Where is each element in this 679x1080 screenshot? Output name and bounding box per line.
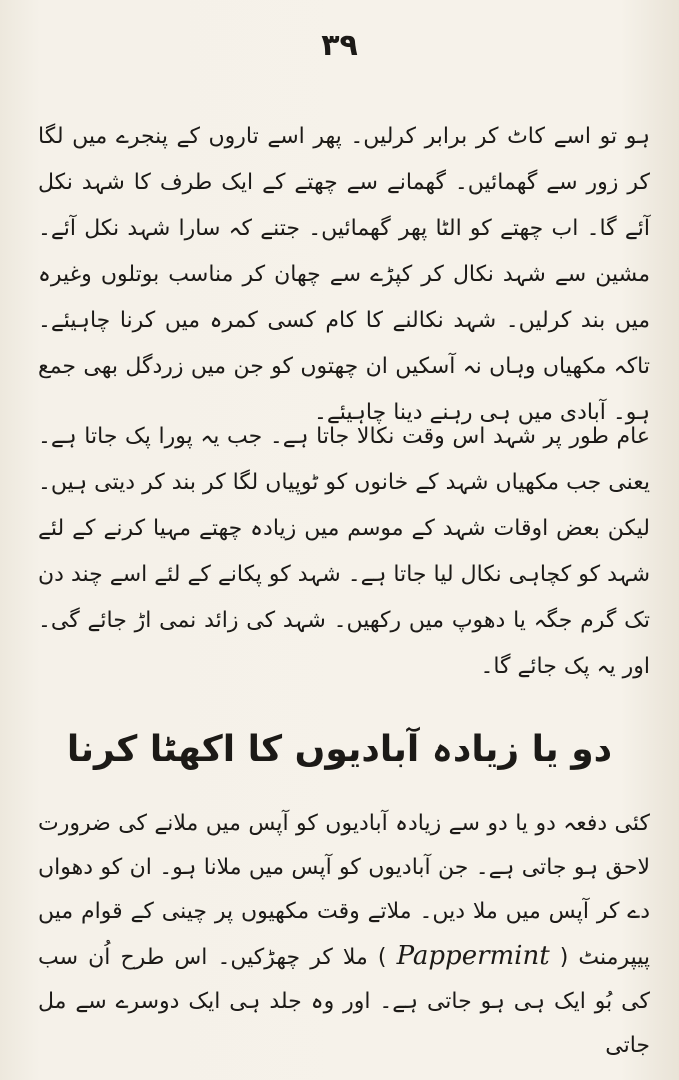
paragraph-text-after: ) ملا کر چھڑکیں۔ اس طرح اُن سب کی بُو ایک ہی ہو جاتی ہے۔ اور وہ جلد ہی ایک دوسرے سے مل جاتی	[38, 945, 650, 1058]
paragraph-combining-colonies	[38, 802, 650, 1068]
paragraph-honey-extraction: ہو تو اسے کاٹ کر برابر کرلیں۔ پھر اسے تاروں کے پنجرے میں لگا کر زور سے گھمائیں۔ گھمانے سے چھتے کے ایک طرف کا شہد نکل آئے گا۔ اب چھتے کو الٹا پھر گھمائیں۔ جتنے کہ سارا شہد نکل آئے۔ مشین سے شہد نکال کر کپڑے سے چھان کر مناسب بوتلوں وغیرہ میں بند کرلیں۔ شہد نکالنے کا کام کسی کمرہ میں کرنا چاہیئے۔ تاکہ مکھیاں وہاں نہ آسکیں ان چھتوں کو جن میں زردگل بھی جمع ہو۔ آبادی میں ہی رہنے دینا چاہیئے۔	[38, 124, 650, 425]
page-number: ۳۹	[321, 28, 358, 63]
latin-term: Pappermint	[396, 941, 550, 971]
paragraph-text-before: کئی دفعہ دو یا دو سے زیادہ آبادیوں کو آپس میں ملانے کی ضرورت لاحق ہو جاتی ہے۔ جن آبادیوں کو آپس میں ملانا ہو۔ ان کو دھواں دے کر آپس میں ملا دیں۔ ملاتے وقت مکھیوں پر چینی کے قوام میں پیپرمنٹ (	[38, 811, 651, 970]
section-heading: دو یا زیادہ آبادیوں کا اکھٹا کرنا	[66, 728, 613, 770]
paragraph-honey-ripening: عام طور پر شہد اس وقت نکالا جاتا ہے۔ جب یہ پورا پک جاتا ہے۔ یعنی جب مکھیاں شہد کے خانوں کو ٹوپیاں لگا کر بند کر دیتی ہیں۔ لیکن بعض اوقات شہد کے موسم میں زیادہ چھتے مہیا کرنے کے لئے شہد کو کچاہی نکال لیا جاتا ہے۔ شہد کو پکانے کے لئے اسے چند دن تک گرم جگہ یا دھوپ میں رکھیں۔ شہد کی زائد نمی اڑ جائے گی۔ اور یہ پک جائے گا۔	[38, 424, 650, 679]
